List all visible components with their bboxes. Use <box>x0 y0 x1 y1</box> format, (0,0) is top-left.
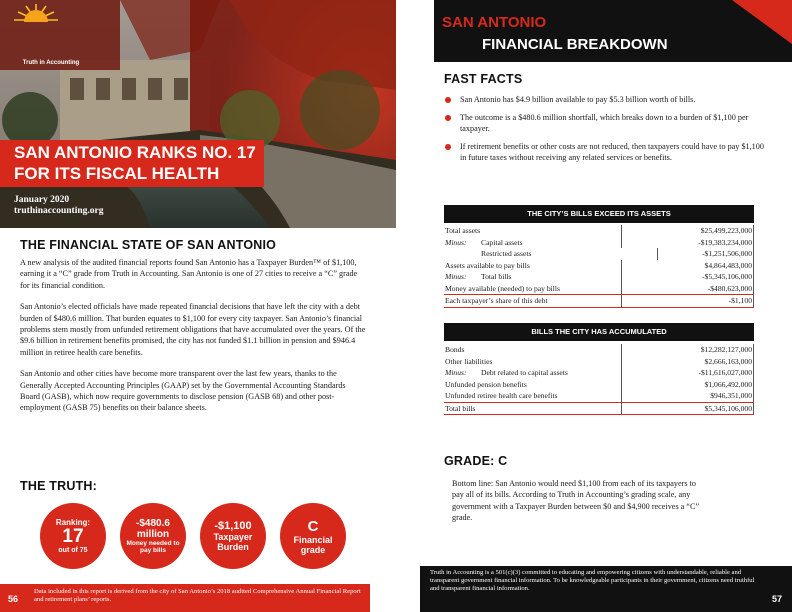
taxpayer-burden-circle <box>200 503 266 569</box>
circle-big: 17 <box>62 526 84 547</box>
table-row <box>444 344 754 356</box>
fast-facts-title: FAST FACTS <box>444 72 523 86</box>
row-label: Unfunded pension benefits <box>445 379 622 391</box>
financial-grade-circle <box>280 503 346 569</box>
truth-in-accounting-sun-icon <box>0 0 72 40</box>
table-row <box>444 403 754 416</box>
report-date: January 2020 <box>14 195 70 205</box>
ranking-circle <box>40 503 106 569</box>
row-prefix: Minus: <box>445 272 467 281</box>
table-2-header: BILLS THE CITY HAS ACCUMULATED <box>444 323 754 341</box>
row-label: Unfunded retiree health care benefits <box>445 390 622 402</box>
row-label-wrap <box>445 237 622 249</box>
row-label: Debt related to capital assets <box>481 368 568 377</box>
assets-table <box>444 225 754 308</box>
body-text <box>20 257 366 424</box>
circle-big: Financial <box>293 534 333 545</box>
section-title: THE FINANCIAL STATE OF SAN ANTONIO <box>20 238 277 252</box>
row-prefix: Minus: <box>445 237 467 247</box>
hero-photo <box>0 0 396 228</box>
money-needed-circle <box>120 503 186 569</box>
paragraph: San Antonio’s elected officials have made repeated financial decisions that have left the city with a debt burden of $480.6 million. That burden equates to $1,100 for every city taxpayer. San Antonio’s financial problems stem mostly from unfunded retirement obligations that have accumulated over the years. Of the $9.6 billion in retirement benefits promised, the city has not funded $1.1 billion in pension and $946.4 million in retiree health care benefits. <box>20 302 366 357</box>
row-value: -$1,100 <box>728 296 752 305</box>
bills-table <box>444 344 754 415</box>
footer-text: Truth in Accounting is a 501(c)(3) committed to educating and empowering citizens with understandable, reliable and transparent government financial information. To be knowledgeable participants in their government, citizens need truthful and transparent financial information. <box>430 569 755 592</box>
table-row <box>444 379 754 391</box>
corner-triangle <box>732 0 792 44</box>
grade-text: Bottom line: San Antonio would need $1,100 from each of its taxpayers to pay all of its bills. According to Truth in Accounting’s grading scale, any government with a Taxpayer Burden between $0 and $4,900 receives a “C” grade. <box>452 479 700 523</box>
row-value: $25,499,223,000 <box>700 226 752 235</box>
circle-top: Ranking: <box>55 518 91 527</box>
paragraph: San Antonio and other cities have become more transparent over the last few years, thanks to the Generally Accepted Accounting Principles (GAAP) set by the Governmental Accounting Standards Board (GASB), which now require governments to disclose pension (GASB 68) and other post-employment (GASB 75) benefits on their balance sheets. <box>20 369 346 413</box>
hero-title-line-2: FOR ITS FISCAL HEALTH <box>14 164 220 183</box>
circle-bottom: Money needed to pay bills <box>126 540 180 554</box>
row-value: $2,666,163,000 <box>704 356 752 366</box>
list-item: If retirement benefits or other costs are not reduced, then taxpayers could have to pay $1,100 in future taxes without receiving any related services or benefits. <box>444 141 764 164</box>
row-label: Assets available to pay bills <box>445 260 622 272</box>
row-value: -$19,383,234,000 <box>698 237 752 247</box>
row-label: Money available (needed) to pay bills <box>445 283 622 295</box>
footer-bar <box>420 566 792 612</box>
circle-top: C <box>307 517 319 535</box>
row-label: Restricted assets <box>445 248 658 260</box>
paragraph: A new analysis of the audited financial reports found San Antonio has a Taxpayer Burden™ of $1,100, earning it a “C” grade from Truth in Accounting. San Antonio is one of 27 cities to receive a “C” grade for its financial condition. <box>20 258 358 290</box>
row-label-wrap <box>445 367 622 379</box>
circle-top: -$480.6 <box>136 518 170 529</box>
table-row <box>444 237 754 249</box>
table-row <box>444 283 754 296</box>
circle-bottom: out of 75 <box>58 547 88 554</box>
website-link[interactable]: truthinaccounting.org <box>14 206 104 216</box>
row-value: -$5,345,106,000 <box>702 272 752 281</box>
row-value: $5,345,106,000 <box>704 403 752 413</box>
row-prefix: Minus: <box>445 368 467 377</box>
row-label: Each taxpayer’s share of this debt <box>445 295 622 307</box>
page-number: 56 <box>8 594 19 604</box>
fast-facts-list <box>444 94 764 170</box>
right-page <box>396 0 792 612</box>
table-row <box>444 390 754 403</box>
footer-note: Data included in this report is derived from the city of San Antonio’s 2018 audited Comprehensive Annual Financial Report and retirement plans’ reports. <box>34 588 361 603</box>
list-item: San Antonio has $4.9 billion available to pay $5.3 billion worth of bills. <box>444 94 764 106</box>
row-value: -$11,616,027,000 <box>698 368 752 377</box>
circle-bottom: grade <box>300 544 326 555</box>
row-label: Total bills <box>445 403 622 415</box>
table-row <box>444 260 754 272</box>
circle-big: Taxpayer <box>213 532 253 542</box>
logo-text: Truth in Accounting <box>22 60 80 66</box>
row-value: $4,864,483,000 <box>704 260 752 270</box>
page-title-breakdown: FINANCIAL BREAKDOWN <box>482 36 668 53</box>
table-1-header: THE CITY’S BILLS EXCEED ITS ASSETS <box>444 205 754 223</box>
circle-big: million <box>136 529 170 540</box>
row-label: Total bills <box>481 272 512 281</box>
row-value: $12,282,127,000 <box>700 345 752 354</box>
row-label: Capital assets <box>481 237 523 247</box>
page-title-city: SAN ANTONIO <box>442 14 547 31</box>
row-value: -$480,623,000 <box>707 283 752 293</box>
hero-title-line-1: SAN ANTONIO RANKS NO. 17 <box>14 143 256 162</box>
row-value: $1,066,492,000 <box>704 379 752 389</box>
list-item: The outcome is a $480.6 million shortfall, which breaks down to a burden of $1,100 per taxpayer. <box>444 112 764 135</box>
row-label: Bonds <box>445 344 622 356</box>
table-row <box>444 271 754 283</box>
hero-title <box>0 140 264 187</box>
circle-top: -$1,100 <box>214 520 252 532</box>
grade-title: GRADE: C <box>444 454 508 468</box>
row-label-wrap <box>445 271 622 283</box>
truth-title: THE TRUTH: <box>20 479 97 493</box>
circle-bottom: Burden <box>217 542 249 552</box>
table-row <box>444 356 754 368</box>
row-label: Other liabilities <box>445 356 622 368</box>
row-label: Total assets <box>445 225 622 237</box>
row-value: $946,351,000 <box>710 391 752 400</box>
table-row <box>444 295 754 308</box>
page-number: 57 <box>772 594 783 604</box>
table-row <box>444 248 754 260</box>
table-row <box>444 367 754 379</box>
row-value: -$1,251,506,000 <box>702 249 752 258</box>
hero-date-block <box>14 195 103 217</box>
table-row <box>444 225 754 237</box>
